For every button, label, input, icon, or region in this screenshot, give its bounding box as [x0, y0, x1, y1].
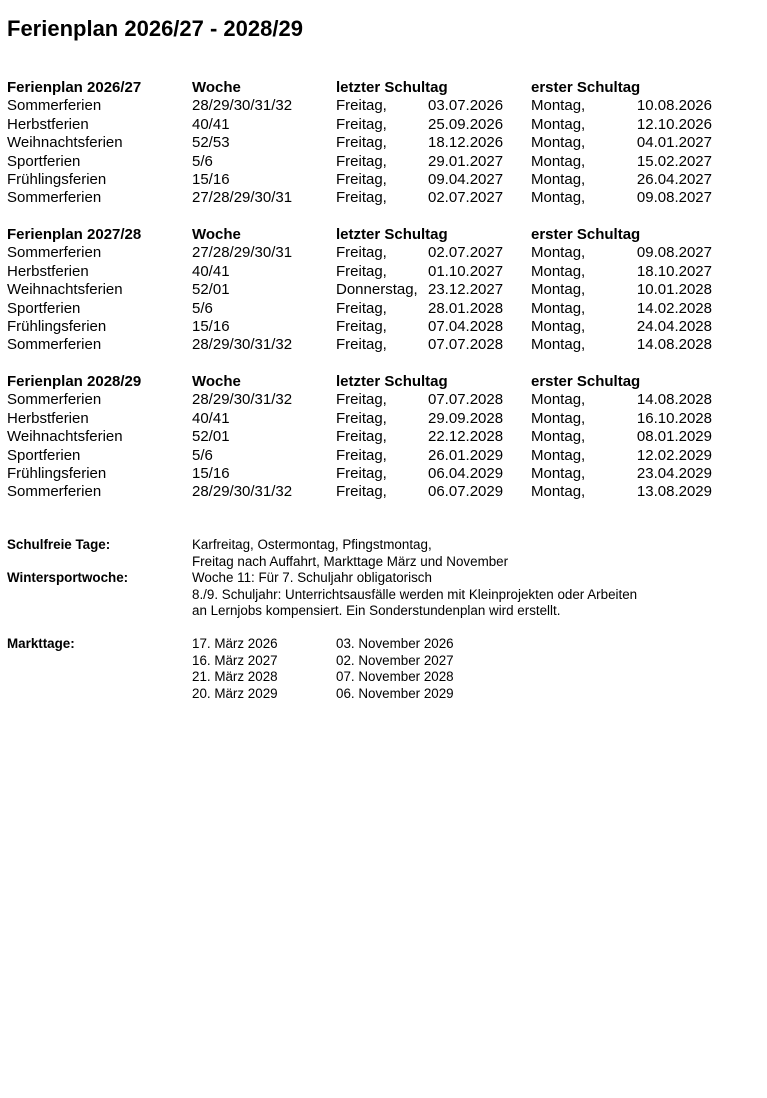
- holiday-weeks: 40/41: [192, 409, 230, 427]
- last-school-date: 09.04.2027: [428, 170, 504, 188]
- holiday-name: Sommerferien: [7, 244, 102, 262]
- holiday-weeks: 28/29/30/31/32: [192, 391, 293, 409]
- first-school-date: 14.08.2028: [636, 336, 712, 354]
- table-row: [7, 483, 727, 501]
- market-row: [7, 636, 727, 653]
- last-school-weekday: Freitag,: [336, 97, 387, 115]
- table-row: [7, 410, 727, 428]
- schulfreie-tage-section: [7, 537, 727, 570]
- market-date-november: 03. November 2026: [336, 636, 454, 651]
- holiday-weeks: 15/16: [192, 317, 230, 335]
- holiday-weeks: 52/01: [192, 281, 230, 299]
- table-row: [7, 281, 727, 299]
- holiday-name: Sommerferien: [7, 336, 102, 354]
- last-school-date: 22.12.2028: [428, 428, 504, 446]
- last-school-date: 07.07.2028: [428, 336, 504, 354]
- last-school-date: 01.10.2027: [428, 262, 504, 280]
- last-school-date: 07.04.2028: [428, 317, 504, 335]
- first-school-weekday: Montag,: [531, 170, 586, 188]
- first-school-weekday: Montag,: [531, 189, 586, 207]
- last-school-weekday: Freitag,: [336, 409, 387, 427]
- wintersportwoche-section: [7, 570, 727, 620]
- wintersportwoche-label: Wintersportwoche:: [7, 570, 129, 585]
- holiday-name: Herbstferien: [7, 115, 89, 133]
- holiday-weeks: 28/29/30/31/32: [192, 483, 293, 501]
- plan-2028-29: [7, 373, 727, 502]
- holiday-name: Herbstferien: [7, 262, 89, 280]
- column-week-header: Woche: [192, 226, 241, 243]
- holiday-name: Sommerferien: [7, 97, 102, 115]
- last-school-date: 29.01.2027: [428, 152, 504, 170]
- market-date-march: 17. März 2026: [192, 636, 278, 651]
- table-row: [7, 465, 727, 483]
- last-school-weekday: Freitag,: [336, 152, 387, 170]
- table-row: [7, 189, 727, 207]
- table-row: [7, 116, 727, 134]
- column-first-day-header: erster Schultag: [531, 226, 641, 243]
- first-school-date: 12.10.2026: [636, 115, 712, 133]
- last-school-date: 02.07.2027: [428, 244, 504, 262]
- first-school-date: 08.01.2029: [636, 428, 712, 446]
- plan-2027-28: [7, 226, 727, 355]
- wintersportwoche-line: 8./9. Schuljahr: Unterrichtsausfälle werden mit Kleinprojekten oder Arbeiten: [192, 586, 638, 602]
- last-school-weekday: Freitag,: [336, 428, 387, 446]
- last-school-weekday: Freitag,: [336, 170, 387, 188]
- first-school-date: 09.08.2027: [636, 189, 712, 207]
- market-date-november: 02. November 2027: [336, 652, 454, 668]
- market-date-november: 06. November 2029: [336, 685, 454, 701]
- market-date-november: 07. November 2028: [336, 669, 454, 684]
- first-school-weekday: Montag,: [531, 336, 586, 354]
- last-school-weekday: Freitag,: [336, 244, 387, 262]
- first-school-weekday: Montag,: [531, 299, 586, 317]
- last-school-date: 29.09.2028: [428, 409, 504, 427]
- last-school-weekday: Donnerstag,: [336, 281, 418, 299]
- first-school-weekday: Montag,: [531, 483, 586, 501]
- market-date-march: 21. März 2028: [192, 669, 278, 684]
- last-school-weekday: Freitag,: [336, 189, 387, 207]
- plan-header-row: [7, 226, 727, 244]
- holiday-weeks: 52/53: [192, 134, 230, 152]
- holiday-weeks: 40/41: [192, 262, 230, 280]
- table-row: [7, 300, 727, 318]
- first-school-date: 15.02.2027: [636, 152, 712, 170]
- holiday-weeks: 27/28/29/30/31: [192, 189, 293, 207]
- holiday-weeks: 28/29/30/31/32: [192, 97, 293, 115]
- last-school-weekday: Freitag,: [336, 391, 387, 409]
- first-school-date: 10.08.2026: [636, 97, 712, 115]
- last-school-date: 23.12.2027: [428, 281, 504, 299]
- plan-2026-27: [7, 79, 727, 208]
- wintersportwoche-line: Woche 11: Für 7. Schuljahr obligatorisch: [192, 570, 432, 585]
- first-school-weekday: Montag,: [531, 244, 586, 262]
- market-row: [7, 653, 727, 670]
- last-school-weekday: Freitag,: [336, 336, 387, 354]
- holiday-name: Herbstferien: [7, 409, 89, 427]
- last-school-weekday: Freitag,: [336, 262, 387, 280]
- last-school-weekday: Freitag,: [336, 483, 387, 501]
- schulfreie-tage-line: Freitag nach Auffahrt, Markttage März und November: [192, 553, 509, 569]
- first-school-date: 10.01.2028: [636, 281, 712, 299]
- holiday-weeks: 15/16: [192, 464, 230, 482]
- last-school-date: 26.01.2029: [428, 446, 504, 464]
- last-school-weekday: Freitag,: [336, 299, 387, 317]
- plan-heading: Ferienplan 2028/29: [7, 373, 142, 390]
- holiday-name: Frühlingsferien: [7, 464, 107, 482]
- first-school-date: 12.02.2029: [636, 446, 712, 464]
- markttage-section: [7, 636, 727, 702]
- column-first-day-header: erster Schultag: [531, 373, 641, 390]
- holiday-weeks: 28/29/30/31/32: [192, 336, 293, 354]
- first-school-weekday: Montag,: [531, 262, 586, 280]
- last-school-weekday: Freitag,: [336, 464, 387, 482]
- first-school-weekday: Montag,: [531, 152, 586, 170]
- table-row: [7, 428, 727, 446]
- market-date-march: 20. März 2029: [192, 685, 278, 701]
- holiday-name: Sommerferien: [7, 391, 102, 409]
- market-date-march: 16. März 2027: [192, 652, 278, 668]
- last-school-date: 18.12.2026: [428, 134, 504, 152]
- holiday-weeks: 40/41: [192, 115, 230, 133]
- schulfreie-tage-label: Schulfreie Tage:: [7, 537, 111, 552]
- table-row: [7, 134, 727, 152]
- holiday-weeks: 27/28/29/30/31: [192, 244, 293, 262]
- table-row: [7, 391, 727, 409]
- holiday-weeks: 5/6: [192, 152, 213, 170]
- last-school-weekday: Freitag,: [336, 134, 387, 152]
- last-school-date: 03.07.2026: [428, 97, 504, 115]
- table-row: [7, 97, 727, 115]
- plan-header-row: [7, 373, 727, 391]
- holiday-name: Sportferien: [7, 446, 81, 464]
- holiday-name: Weihnachtsferien: [7, 281, 123, 299]
- last-school-date: 06.04.2029: [428, 464, 504, 482]
- first-school-date: 09.08.2027: [636, 244, 712, 262]
- plan-heading: Ferienplan 2026/27: [7, 79, 142, 96]
- first-school-date: 04.01.2027: [636, 134, 712, 152]
- holiday-weeks: 5/6: [192, 299, 213, 317]
- table-row: [7, 318, 727, 336]
- holiday-weeks: 15/16: [192, 170, 230, 188]
- plan-header-row: [7, 79, 727, 97]
- holiday-name: Sportferien: [7, 299, 81, 317]
- first-school-date: 16.10.2028: [636, 409, 712, 427]
- first-school-weekday: Montag,: [531, 464, 586, 482]
- last-school-weekday: Freitag,: [336, 317, 387, 335]
- first-school-weekday: Montag,: [531, 446, 586, 464]
- last-school-weekday: Freitag,: [336, 446, 387, 464]
- last-school-weekday: Freitag,: [336, 115, 387, 133]
- plan-heading: Ferienplan 2027/28: [7, 226, 142, 243]
- table-row: [7, 244, 727, 262]
- page-title: Ferienplan 2026/27 - 2028/29: [7, 16, 303, 41]
- market-row: [7, 669, 727, 686]
- first-school-date: 14.02.2028: [636, 299, 712, 317]
- last-school-date: 28.01.2028: [428, 299, 504, 317]
- first-school-date: 18.10.2027: [636, 262, 712, 280]
- last-school-date: 25.09.2026: [428, 115, 504, 133]
- first-school-weekday: Montag,: [531, 428, 586, 446]
- first-school-date: 13.08.2029: [636, 483, 712, 501]
- column-last-day-header: letzter Schultag: [336, 373, 448, 390]
- market-row: [7, 686, 727, 703]
- table-row: [7, 171, 727, 189]
- column-last-day-header: letzter Schultag: [336, 226, 448, 243]
- column-last-day-header: letzter Schultag: [336, 79, 448, 96]
- info-section: [7, 537, 727, 620]
- first-school-date: 14.08.2028: [636, 391, 712, 409]
- column-first-day-header: erster Schultag: [531, 79, 641, 96]
- markttage-label: Markttage:: [7, 636, 75, 651]
- holiday-name: Frühlingsferien: [7, 170, 107, 188]
- first-school-weekday: Montag,: [531, 115, 586, 133]
- first-school-weekday: Montag,: [531, 391, 586, 409]
- first-school-date: 24.04.2028: [636, 317, 712, 335]
- first-school-weekday: Montag,: [531, 281, 586, 299]
- holiday-weeks: 5/6: [192, 446, 213, 464]
- column-week-header: Woche: [192, 373, 241, 390]
- last-school-date: 07.07.2028: [428, 391, 504, 409]
- holiday-name: Sportferien: [7, 152, 81, 170]
- last-school-date: 06.07.2029: [428, 483, 504, 501]
- first-school-weekday: Montag,: [531, 409, 586, 427]
- schulfreie-tage-line: Karfreitag, Ostermontag, Pfingstmontag,: [192, 537, 432, 552]
- column-week-header: Woche: [192, 79, 241, 96]
- first-school-weekday: Montag,: [531, 134, 586, 152]
- holiday-name: Sommerferien: [7, 189, 102, 207]
- holiday-name: Frühlingsferien: [7, 317, 107, 335]
- first-school-weekday: Montag,: [531, 97, 586, 115]
- holiday-name: Sommerferien: [7, 483, 102, 501]
- table-row: [7, 336, 727, 354]
- holiday-name: Weihnachtsferien: [7, 134, 123, 152]
- wintersportwoche-line: an Lernjobs kompensiert. Ein Sonderstundenplan wird erstellt.: [192, 603, 561, 618]
- holiday-name: Weihnachtsferien: [7, 428, 123, 446]
- last-school-date: 02.07.2027: [428, 189, 504, 207]
- first-school-weekday: Montag,: [531, 317, 586, 335]
- first-school-date: 23.04.2029: [636, 464, 712, 482]
- holiday-weeks: 52/01: [192, 428, 230, 446]
- table-row: [7, 153, 727, 171]
- table-row: [7, 263, 727, 281]
- table-row: [7, 447, 727, 465]
- first-school-date: 26.04.2027: [636, 170, 712, 188]
